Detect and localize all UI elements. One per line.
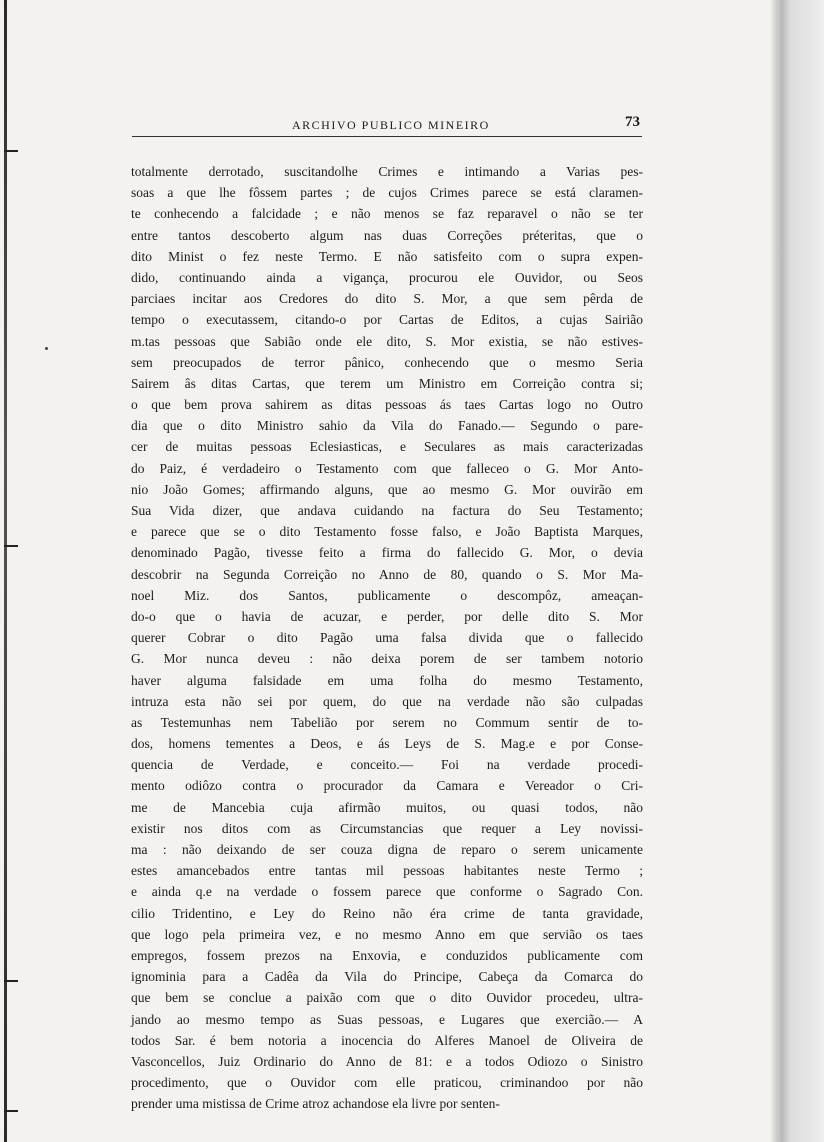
text-line: cilio Tridentino, e Ley do Reino não éra crime de tanta gravidade, xyxy=(131,905,643,921)
text-line: o que bem prova sahirem as ditas pessoas ás taes Cartas logo no Outro xyxy=(131,397,643,413)
text-line: m.tas pessoas que Sabião onde ele dito, S. Mor existia, se não estives- xyxy=(131,333,643,349)
page-number: 73 xyxy=(625,114,640,130)
text-line: ma : não deixando de ser couza digna de reparo o serem unicamente xyxy=(131,842,643,857)
page-header xyxy=(132,114,640,136)
text-line: sem preocupados de terror pânico, conhecendo que o mesmo Seria xyxy=(131,354,643,370)
text-line: dito Minist o fez neste Termo. E não satisfeito com o supra expen- xyxy=(131,248,643,264)
text-line: estes amancebados entre tantas mil pessoas habitantes neste Termo ; xyxy=(131,863,643,879)
text-line: todos Sar. é bem notoria a inocencia do Alferes Manoel de Oliveira de xyxy=(131,1032,643,1048)
text-line: G. Mor nunca deveu : não deixa porem de ser tambem notorio xyxy=(131,651,643,667)
scan-edge-tick xyxy=(4,980,18,982)
header-rule xyxy=(132,136,642,137)
text-line: jando ao mesmo tempo as Suas pessoas, e Lugares que exercião.— A xyxy=(131,1011,643,1027)
scan-right-edge xyxy=(770,0,824,1142)
text-line: as Testemunhas nem Tabelião por serem no Commum sentir de to- xyxy=(131,714,643,730)
scan-left-edge xyxy=(4,0,7,1142)
text-line: intruza esta não sei por quem, do que na verdade não são culpadas xyxy=(131,693,643,709)
text-line: dos, homens tementes a Deos, e ás Leys de S. Mag.e e por Conse- xyxy=(131,736,643,752)
text-line: que bem se conclue a paixão com que o dito Ouvidor procedeu, ultra- xyxy=(131,990,643,1006)
text-line: denominado Pagão, tivesse feito a firma do fallecido G. Mor, o devia xyxy=(131,545,643,561)
text-line: do Paiz, é verdadeiro o Testamento com que falleceo o G. Mor Anto- xyxy=(131,460,643,476)
text-line: querer Cobrar o dito Pagão uma falsa divida que o fallecido xyxy=(131,630,643,646)
scan-edge-tick xyxy=(4,1110,18,1112)
text-line: dido, continuando ainda a vigança, procurou ele Ouvidor, ou Seos xyxy=(131,269,643,285)
running-title: ARCHIVO PUBLICO MINEIRO xyxy=(292,118,490,132)
scan-edge-tick xyxy=(4,150,18,152)
text-line: mento odiôzo contra o procurador da Camara e Vereador o Cri- xyxy=(131,778,643,794)
text-line: haver alguma falsidade em uma folha do mesmo Testamento, xyxy=(131,672,643,688)
text-line: te conhecendo a falcidade ; e não menos se faz reparavel o não se ter xyxy=(131,206,643,222)
text-line: existir nos ditos com as Circumstancias que requer a Ley novissi- xyxy=(131,820,643,836)
text-line: me de Mancebia cuja afirmão muitos, ou quasi todos, não xyxy=(131,799,643,815)
text-line: totalmente derrotado, suscitandolhe Crimes e intimando a Varias pes- xyxy=(131,164,643,179)
scan-edge-tick xyxy=(4,545,18,547)
text-line: tempo o executassem, citando-o por Cartas de Editos, a cujas Sairião xyxy=(131,312,643,328)
text-line: empregos, fossem prezos na Enxovia, e conduzidos publicamente com xyxy=(131,947,643,963)
text-line: descobrir na Segunda Correição no Anno de 80, quando o S. Mor Ma- xyxy=(131,566,643,582)
stray-ink-mark xyxy=(45,347,48,350)
text-line: soas a que lhe fôssem partes ; de cujos Crimes parece se está claramen- xyxy=(131,185,643,201)
text-line: cer de muitas pessoas Eclesiasticas, e Seculares as mais caracterizadas xyxy=(131,439,643,455)
body-text xyxy=(131,161,643,1114)
text-line: e parece que se o dito Testamento fosse falso, e João Baptista Marques, xyxy=(131,524,643,540)
text-line: entre tantos descoberto algum nas duas Correções préteritas, que o xyxy=(131,227,643,243)
text-line: parciaes incitar aos Credores do dito S. Mor, a que sem pêrda de xyxy=(131,291,643,307)
text-line: nio João Gomes; affirmando alguns, que ao mesmo G. Mor ouvirão em xyxy=(131,481,643,497)
text-line: Sairem âs ditas Cartas, que terem um Ministro em Correição contra si; xyxy=(131,375,643,391)
text-line: quencia de Verdade, e conceito.— Foi na verdade procedi- xyxy=(131,757,643,773)
text-line: e ainda q.e na verdade o fossem parece que conforme o Sagrado Con. xyxy=(131,884,643,900)
text-line: Vasconcellos, Juiz Ordinario do Anno de 81: e a todos Odiozo o Sinistro xyxy=(131,1053,643,1069)
text-line: prender uma mistissa de Crime atroz achandose ela livre por senten- xyxy=(131,1096,500,1112)
text-line: ignominia para a Cadêa da Vila do Principe, Cabeça da Comarca do xyxy=(131,969,643,985)
text-line: do-o que o havia de acuzar, e perder, por delle dito S. Mor xyxy=(131,608,643,624)
text-line: procedimento, que o Ouvidor com elle praticou, criminandoo por não xyxy=(131,1075,643,1091)
text-line: noel Miz. dos Santos, publicamente o descompôz, ameaçan- xyxy=(131,587,643,603)
text-line: dia que o dito Ministro sahio da Vila do Fanado.— Segundo o pare- xyxy=(131,418,643,434)
text-line: que logo pela primeira vez, e no mesmo Anno em que servião os taes xyxy=(131,926,643,942)
text-line: Sua Vida dizer, que andava cuidando na factura do Seu Testamento; xyxy=(131,503,643,518)
